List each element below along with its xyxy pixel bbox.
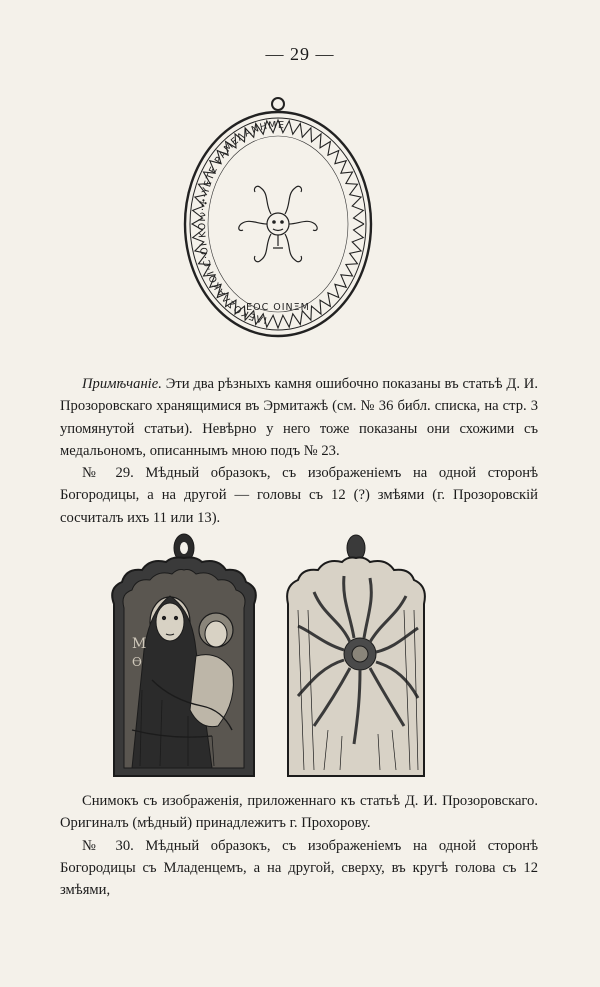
note-paragraph: [60, 373, 538, 462]
gorgon-head-figure: [239, 186, 317, 261]
svg-text:М: М: [132, 636, 147, 652]
entry-29-paragraph: № 29. Мѣдный образокъ, съ изображеніемъ на одной сторонѣ Богородицы, а на другой — головы съ 12 (?) змѣями (г. Прозоровскій сосчиталъ ихъ 11 или 13).: [60, 465, 538, 526]
seal-inscription-bottom: ΕΟϹ ΟΙΝΞΜ: [246, 302, 310, 313]
seal-inscription-left: ΙΛΕΚΟΣΛΑΚΟΙ·Ϲ·ΟΙ: [198, 241, 268, 326]
svg-text:Ѳ: Ѳ: [132, 655, 142, 669]
virgin-icon-illustration: [112, 534, 256, 776]
note-text: Эти два рѣзныхъ камня ошибочно показаны въ статьѣ Д. И. Прозоровскаго хранящимися въ Эрмитажѣ (см. № 36 библ. списка, на стр. 3 упомянутой статьи). Невѣрно у него тоже показаны они схожими съ медальономъ, описаннымъ мною подъ № 23.: [60, 376, 538, 459]
seal-inscription-top: ΚΟΙν·✣·ΥΕΤΕ: [196, 164, 221, 239]
serpent-head-icon-illustration: [287, 535, 425, 776]
oval-seal-illustration: [183, 96, 373, 346]
entry-30-paragraph: № 30. Мѣдный образокъ, съ изображеніемъ на одной сторонѣ Богородицы съ Младенцемъ, а на другой, сверху, въ кругѣ голова съ 12 змѣями,: [60, 837, 538, 899]
icons-illustration: [92, 530, 512, 788]
caption-paragraph: Снимокъ съ изображенія, приложеннаго къ статьѣ Д. И. Прозоровскаго. Оригиналъ (мѣдный) принадлежитъ г. Прохорову.: [60, 793, 538, 832]
caption-block: [60, 790, 538, 901]
seal-inscription-right: ΡΑΜΕΛΑΝΗΜΕ: [212, 119, 286, 166]
page-number: — 29 —: [265, 44, 335, 64]
note-block: [60, 373, 538, 529]
note-label: Примѣчаніе.: [82, 376, 162, 392]
